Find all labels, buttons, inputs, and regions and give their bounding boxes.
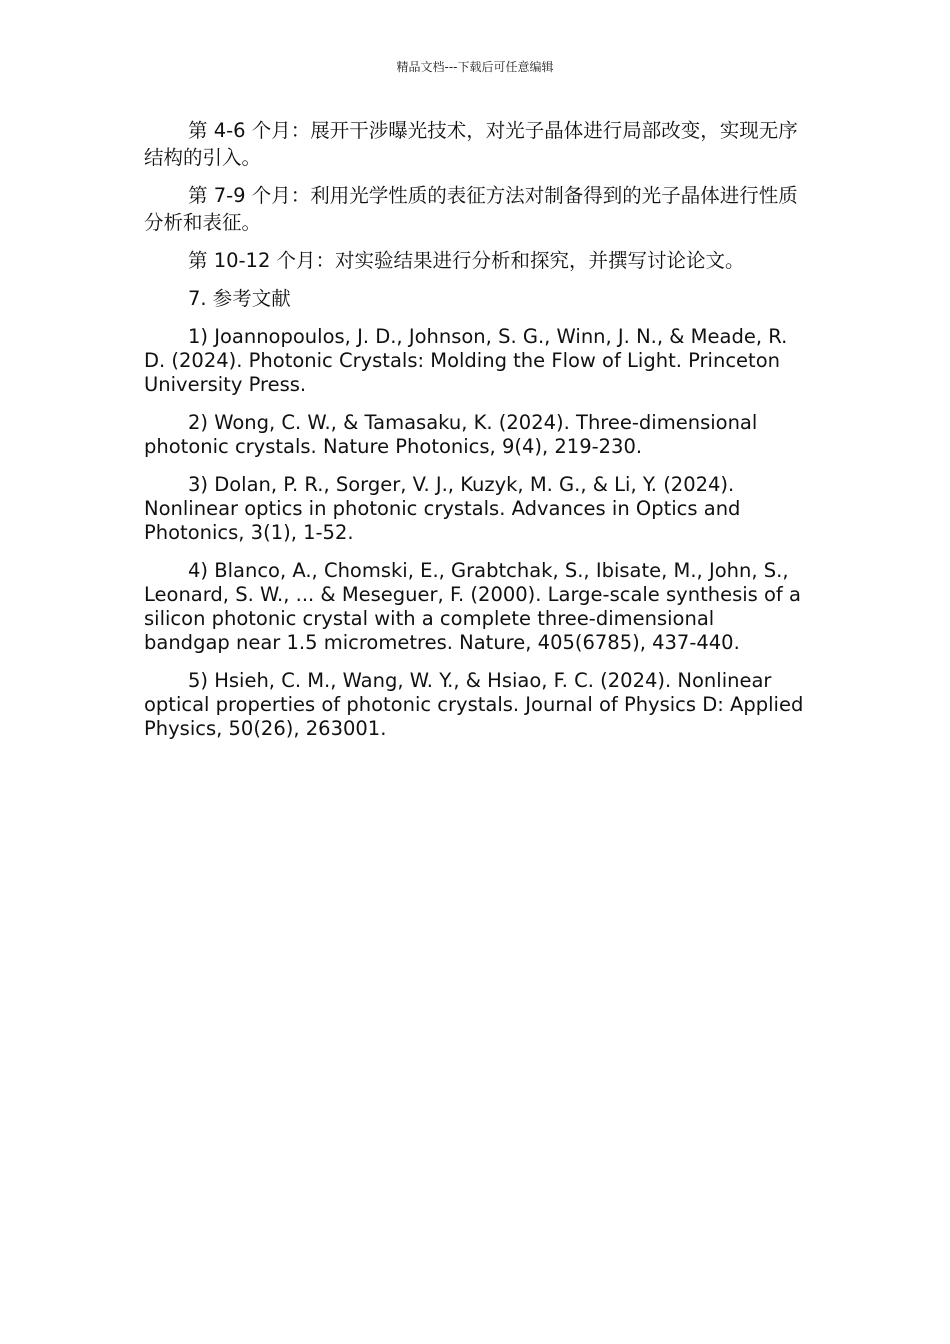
page-header: 精品文档---下载后可任意编辑 — [396, 60, 554, 74]
schedule-item-months-10-12: 第 10-12 个月：对实验结果进行分析和探究，并撰写讨论论文。 — [188, 249, 745, 272]
reference-item-3: 3) Dolan, P. R., Sorger, V. J., Kuzyk, M. G., & Li, Y. (2024). Nonlinear optics in photonic crystals. Advances in Optics and Photonics, 3(1), 1-52. — [144, 473, 741, 544]
reference-item-4: 4) Blanco, A., Chomski, E., Grabtchak, S., Ibisate, M., John, S., Leonard, S. W., ... & Meseguer, F. (2000). Large-scale synthesis of a silicon photonic crystal with a complete three-dimensional bandgap near 1.5 micrometres. Nature, 405(6785), 437-440. — [144, 559, 801, 654]
reference-item-2: 2) Wong, C. W., & Tamasaku, K. (2024). Three-dimensional photonic crystals. Nature Photonics, 9(4), 219-230. — [144, 411, 758, 458]
references-heading: 7. 参考文献 — [188, 287, 291, 310]
schedule-item-months-7-9: 第 7-9 个月：利用光学性质的表征方法对制备得到的光子晶体进行性质分析和表征。 — [144, 184, 798, 234]
reference-item-1: 1) Joannopoulos, J. D., Johnson, S. G., Winn, J. N., & Meade, R. D. (2024). Photonic Crystals: Molding the Flow of Light. Princeton University Press. — [144, 325, 788, 396]
document-body — [144, 117, 806, 755]
reference-item-5: 5) Hsieh, C. M., Wang, W. Y., & Hsiao, F. C. (2024). Nonlinear optical properties of photonic crystals. Journal of Physics D: Applied Physics, 50(26), 263001. — [144, 669, 804, 740]
schedule-item-months-4-6: 第 4-6 个月：展开干涉曝光技术，对光子晶体进行局部改变，实现无序结构的引入。 — [144, 119, 798, 169]
